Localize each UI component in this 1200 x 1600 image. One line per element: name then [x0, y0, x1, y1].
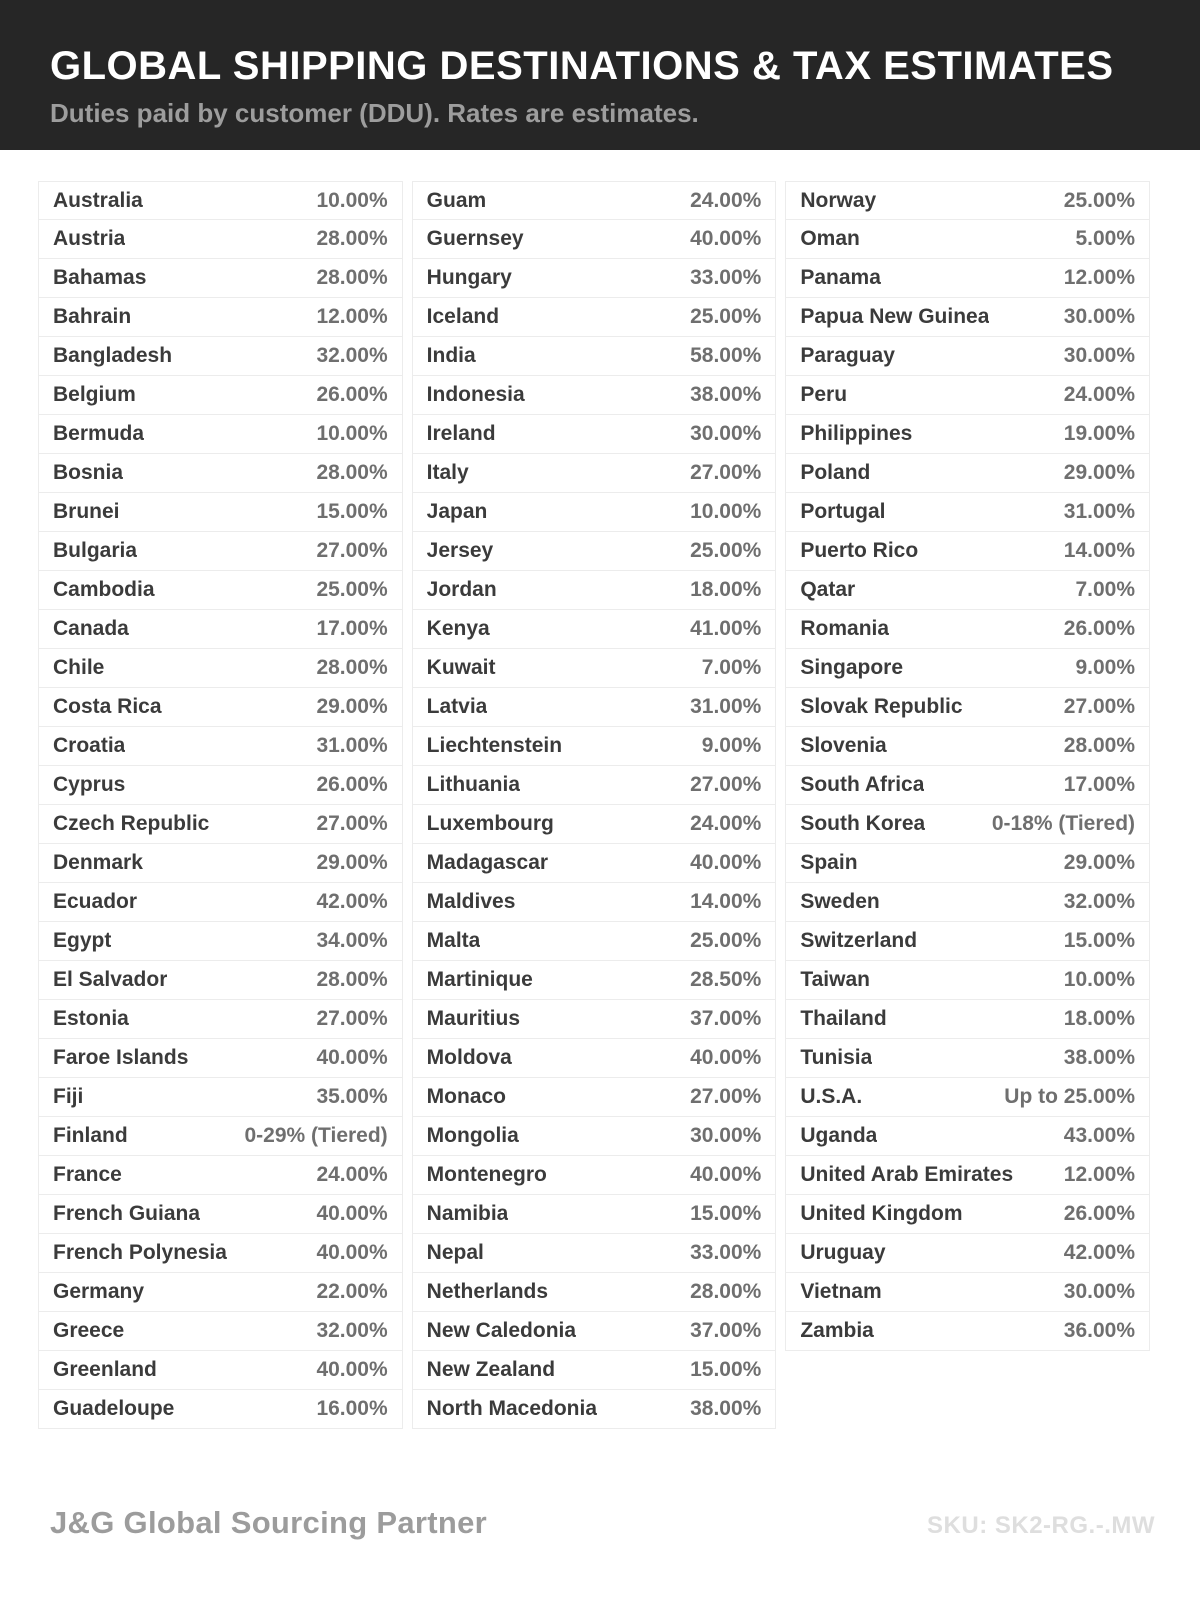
table-row: [38, 1234, 403, 1273]
table-row: [38, 766, 403, 805]
table-row: [412, 1273, 777, 1312]
country-name: Mongolia: [426, 1124, 519, 1147]
country-name: Namibia: [426, 1202, 509, 1225]
table-row: [412, 727, 777, 766]
tax-rate: 28.00%: [316, 656, 388, 679]
tax-rate: 37.00%: [690, 1319, 762, 1342]
table-row: [38, 181, 403, 220]
tax-rate: 14.00%: [1063, 539, 1136, 562]
tax-rate: 15.00%: [1063, 929, 1136, 952]
tax-rate: 29.00%: [1063, 851, 1136, 874]
country-name: Portugal: [800, 500, 886, 523]
country-name: Malta: [426, 929, 481, 952]
tax-rate: 26.00%: [316, 773, 388, 796]
table-row: [412, 766, 777, 805]
country-name: Jordan: [426, 578, 497, 601]
table-row: [38, 1039, 403, 1078]
tax-rate: 28.50%: [690, 968, 762, 991]
tax-rate: 40.00%: [690, 1046, 762, 1069]
country-name: Mauritius: [426, 1007, 521, 1030]
country-name: Czech Republic: [53, 812, 210, 835]
table-row: [38, 649, 403, 688]
tax-rate: 0-29% (Tiered): [244, 1124, 388, 1147]
table-row: [38, 259, 403, 298]
table-row: [38, 415, 403, 454]
page-footer: [0, 1505, 1200, 1541]
tax-rate: 31.00%: [1063, 500, 1136, 523]
tax-rate: 40.00%: [316, 1358, 388, 1381]
table-row: [412, 610, 777, 649]
table-row: [785, 181, 1150, 220]
tax-rate: 30.00%: [690, 422, 762, 445]
country-name: Bahrain: [53, 305, 132, 328]
country-name: United Arab Emirates: [800, 1163, 1014, 1186]
table-row: [785, 1273, 1150, 1312]
country-name: Germany: [53, 1280, 145, 1303]
tax-rate: 15.00%: [316, 500, 388, 523]
table-row: [785, 415, 1150, 454]
tax-rate: 28.00%: [316, 968, 388, 991]
table-row: [412, 1078, 777, 1117]
country-name: Sweden: [800, 890, 880, 913]
country-name: New Zealand: [426, 1358, 556, 1381]
table-row: [785, 1039, 1150, 1078]
table-row: [38, 1390, 403, 1429]
tax-rate: 38.00%: [690, 1397, 762, 1420]
tax-rate: 28.00%: [316, 227, 388, 250]
country-name: Norway: [800, 188, 877, 212]
table-row: [38, 1195, 403, 1234]
tax-rate: 27.00%: [690, 461, 762, 484]
table-row: [412, 571, 777, 610]
tax-rate: 40.00%: [316, 1202, 388, 1225]
table-row: [38, 1351, 403, 1390]
tax-rate: 40.00%: [316, 1046, 388, 1069]
tax-rate: 27.00%: [690, 773, 762, 796]
tax-rate: 40.00%: [690, 1163, 762, 1186]
table-row: [785, 688, 1150, 727]
country-name: Bulgaria: [53, 539, 138, 562]
country-name: Ecuador: [53, 890, 138, 913]
country-name: Monaco: [426, 1085, 507, 1108]
country-name: Kenya: [426, 617, 490, 640]
country-name: Moldova: [426, 1046, 512, 1069]
tax-rate: Up to 25.00%: [1004, 1085, 1136, 1108]
table-row: [412, 883, 777, 922]
table-row: [412, 1117, 777, 1156]
country-name: Bahamas: [53, 266, 147, 289]
tax-rate: 40.00%: [690, 227, 762, 250]
tax-rate: 24.00%: [316, 1163, 388, 1186]
country-name: Egypt: [53, 929, 112, 952]
table-row: [785, 220, 1150, 259]
country-name: U.S.A.: [800, 1085, 863, 1108]
table-row: [38, 337, 403, 376]
table-row: [785, 805, 1150, 844]
tax-rate: 42.00%: [1063, 1241, 1136, 1264]
table-row: [412, 454, 777, 493]
table-row: [38, 532, 403, 571]
tax-rate: 40.00%: [690, 851, 762, 874]
table-row: [38, 1273, 403, 1312]
country-name: Spain: [800, 851, 858, 874]
table-row: [412, 1390, 777, 1429]
table-row: [38, 727, 403, 766]
tax-rate: 25.00%: [316, 578, 388, 601]
country-name: Ireland: [426, 422, 496, 445]
country-name: South Korea: [800, 812, 926, 835]
table-row: [38, 493, 403, 532]
tax-rate: 24.00%: [690, 188, 762, 212]
country-name: Martinique: [426, 968, 533, 991]
tax-rate: 26.00%: [316, 383, 388, 406]
tax-rate: 25.00%: [690, 305, 762, 328]
tax-rate: 42.00%: [316, 890, 388, 913]
country-name: Canada: [53, 617, 129, 640]
country-name: Panama: [800, 266, 881, 289]
country-name: France: [53, 1163, 122, 1186]
country-name: Indonesia: [426, 383, 525, 406]
tax-rate: 28.00%: [690, 1280, 762, 1303]
table-row: [412, 376, 777, 415]
tax-rate: 10.00%: [690, 500, 762, 523]
table-row: [38, 610, 403, 649]
table-row: [412, 181, 777, 220]
country-name: Lithuania: [426, 773, 521, 796]
table-row: [785, 922, 1150, 961]
tax-rate: 28.00%: [316, 461, 388, 484]
country-name: Tunisia: [800, 1046, 873, 1069]
table-row: [38, 844, 403, 883]
tax-rate: 10.00%: [316, 422, 388, 445]
tax-rate: 25.00%: [690, 929, 762, 952]
table-row: [38, 1000, 403, 1039]
tax-rate: 24.00%: [690, 812, 762, 835]
table-row: [412, 688, 777, 727]
tax-rate: 25.00%: [690, 539, 762, 562]
tax-rate: 41.00%: [690, 617, 762, 640]
tax-rate: 7.00%: [1075, 578, 1136, 601]
country-name: United Kingdom: [800, 1202, 963, 1225]
table-row: [412, 1351, 777, 1390]
table-row: [412, 649, 777, 688]
country-name: Austria: [53, 227, 126, 250]
table-row: [785, 1078, 1150, 1117]
tax-rate: 31.00%: [316, 734, 388, 757]
country-name: Japan: [426, 500, 488, 523]
country-name: French Polynesia: [53, 1241, 227, 1264]
tax-rate: 32.00%: [316, 1319, 388, 1342]
table-row: [785, 1156, 1150, 1195]
country-name: Iceland: [426, 305, 500, 328]
tax-rate: 29.00%: [316, 695, 388, 718]
brand-name: J&G Global Sourcing Partner: [50, 1505, 488, 1540]
table-row: [38, 961, 403, 1000]
table-row: [38, 220, 403, 259]
tax-rate: 18.00%: [1063, 1007, 1136, 1030]
tax-rate: 9.00%: [1075, 656, 1136, 679]
table-row: [38, 688, 403, 727]
table-row: [412, 844, 777, 883]
table-row: [412, 532, 777, 571]
tax-rate: 30.00%: [1063, 1280, 1136, 1303]
table-row: [412, 1156, 777, 1195]
country-name: Greenland: [53, 1358, 157, 1381]
country-name: Qatar: [800, 578, 856, 601]
country-name: Uganda: [800, 1124, 878, 1147]
country-name: Jersey: [426, 539, 494, 562]
country-name: Bangladesh: [53, 344, 173, 367]
tax-rate: 25.00%: [1063, 188, 1136, 212]
tax-rate: 15.00%: [690, 1358, 762, 1381]
table-row: [412, 1039, 777, 1078]
country-name: Romania: [800, 617, 890, 640]
table-row: [412, 493, 777, 532]
table-row: [38, 454, 403, 493]
tax-rate: 9.00%: [701, 734, 762, 757]
tax-rate: 27.00%: [1063, 695, 1136, 718]
table-row: [785, 259, 1150, 298]
tax-rate: 33.00%: [690, 266, 762, 289]
tax-rate: 18.00%: [690, 578, 762, 601]
table-row: [412, 220, 777, 259]
country-name: Singapore: [800, 656, 904, 679]
tax-rate: 40.00%: [316, 1241, 388, 1264]
table-row: [412, 415, 777, 454]
country-name: New Caledonia: [426, 1319, 577, 1342]
country-name: Montenegro: [426, 1163, 547, 1186]
country-name: Paraguay: [800, 344, 895, 367]
table-row: [785, 337, 1150, 376]
tax-rate: 28.00%: [1063, 734, 1136, 757]
country-name: Vietnam: [800, 1280, 882, 1303]
table-row: [785, 844, 1150, 883]
tax-rate: 14.00%: [690, 890, 762, 913]
country-name: Guernsey: [426, 227, 524, 250]
country-name: Puerto Rico: [800, 539, 919, 562]
table-row: [38, 805, 403, 844]
country-name: Guadeloupe: [53, 1397, 175, 1420]
country-name: Hungary: [426, 266, 512, 289]
tax-rate: 22.00%: [316, 1280, 388, 1303]
table-row: [412, 1195, 777, 1234]
table-row: [785, 376, 1150, 415]
tax-rate: 12.00%: [1063, 1163, 1136, 1186]
table-row: [38, 1078, 403, 1117]
table-row: [785, 766, 1150, 805]
tax-rate: 34.00%: [316, 929, 388, 952]
tax-rate: 29.00%: [1063, 461, 1136, 484]
country-name: South Africa: [800, 773, 925, 796]
country-name: Nepal: [426, 1241, 484, 1264]
table-row: [785, 727, 1150, 766]
country-name: Guam: [426, 188, 487, 212]
tax-rate: 43.00%: [1063, 1124, 1136, 1147]
table-row: [38, 376, 403, 415]
table-row: [785, 1312, 1150, 1351]
tax-rate: 30.00%: [690, 1124, 762, 1147]
table-row: [785, 454, 1150, 493]
tax-rate: 24.00%: [1063, 383, 1136, 406]
table-row: [785, 1117, 1150, 1156]
tax-rate: 31.00%: [690, 695, 762, 718]
tax-rate: 58.00%: [690, 344, 762, 367]
country-name: Cambodia: [53, 578, 155, 601]
tax-rate: 26.00%: [1063, 617, 1136, 640]
table-row: [412, 1312, 777, 1351]
table-column-1: [38, 181, 403, 1429]
tax-rate: 27.00%: [316, 812, 388, 835]
table-row: [785, 298, 1150, 337]
table-row: [38, 1156, 403, 1195]
country-name: Latvia: [426, 695, 488, 718]
tax-rate: 12.00%: [316, 305, 388, 328]
country-name: Oman: [800, 227, 860, 250]
table-row: [38, 1117, 403, 1156]
tax-rate: 33.00%: [690, 1241, 762, 1264]
table-row: [412, 1234, 777, 1273]
table-row: [38, 1312, 403, 1351]
country-name: Zambia: [800, 1319, 874, 1342]
page-title: GLOBAL SHIPPING DESTINATIONS & TAX ESTIMATES: [50, 44, 1114, 88]
tax-rate: 7.00%: [701, 656, 762, 679]
tax-rate: 12.00%: [1063, 266, 1136, 289]
table-row: [38, 883, 403, 922]
country-name: Greece: [53, 1319, 125, 1342]
table-row: [785, 883, 1150, 922]
table-row: [785, 961, 1150, 1000]
table-row: [412, 805, 777, 844]
table-column-2: [412, 181, 777, 1429]
country-name: Brunei: [53, 500, 120, 523]
sku-label: SKU: SK2-RG.-.MW: [927, 1512, 1155, 1539]
country-name: Netherlands: [426, 1280, 549, 1303]
country-name: Maldives: [426, 890, 516, 913]
table-row: [785, 571, 1150, 610]
table-row: [785, 1234, 1150, 1273]
country-name: North Macedonia: [426, 1397, 598, 1420]
table-row: [412, 961, 777, 1000]
tax-rate: 38.00%: [1063, 1046, 1136, 1069]
page-subtitle: Duties paid by customer (DDU). Rates are estimates.: [50, 98, 699, 128]
tax-rate: 36.00%: [1063, 1319, 1136, 1342]
country-name: Madagascar: [426, 851, 549, 874]
tax-rate: 15.00%: [690, 1202, 762, 1225]
country-name: Fiji: [53, 1085, 84, 1108]
tax-rate: 29.00%: [316, 851, 388, 874]
tax-rate: 37.00%: [690, 1007, 762, 1030]
tax-rate: 27.00%: [316, 1007, 388, 1030]
country-name: Chile: [53, 656, 105, 679]
table-row: [785, 1195, 1150, 1234]
tax-rate: 10.00%: [316, 188, 388, 212]
country-name: Slovenia: [800, 734, 887, 757]
tax-rate: 30.00%: [1063, 305, 1136, 328]
country-name: Bermuda: [53, 422, 145, 445]
country-name: Uruguay: [800, 1241, 886, 1264]
table-row: [412, 298, 777, 337]
table-row: [38, 571, 403, 610]
table-row: [785, 649, 1150, 688]
table-row: [412, 259, 777, 298]
country-name: Italy: [426, 461, 469, 484]
tax-rate: 16.00%: [316, 1397, 388, 1420]
country-name: Denmark: [53, 851, 143, 874]
country-name: Switzerland: [800, 929, 918, 952]
page-header: [0, 0, 1200, 150]
country-name: Kuwait: [426, 656, 496, 679]
country-name: Peru: [800, 383, 848, 406]
tax-rate: 28.00%: [316, 266, 388, 289]
table-row: [38, 922, 403, 961]
tax-rate: 10.00%: [1063, 968, 1136, 991]
country-name: French Guiana: [53, 1202, 201, 1225]
country-name: Faroe Islands: [53, 1046, 189, 1069]
country-name: Belgium: [53, 383, 136, 406]
tax-rate: 30.00%: [1063, 344, 1136, 367]
tax-rate: 5.00%: [1075, 227, 1136, 250]
tax-rate: 27.00%: [690, 1085, 762, 1108]
country-name: El Salvador: [53, 968, 168, 991]
country-name: Estonia: [53, 1007, 129, 1030]
table-row: [412, 922, 777, 961]
tax-rate: 35.00%: [316, 1085, 388, 1108]
country-name: Taiwan: [800, 968, 870, 991]
tax-rate: 26.00%: [1063, 1202, 1136, 1225]
tax-rate: 17.00%: [316, 617, 388, 640]
country-name: Liechtenstein: [426, 734, 563, 757]
country-name: Thailand: [800, 1007, 887, 1030]
country-name: India: [426, 344, 476, 367]
tax-rate: 0-18% (Tiered): [991, 812, 1136, 835]
tax-rate: 17.00%: [1063, 773, 1136, 796]
table-row: [412, 337, 777, 376]
country-name: Philippines: [800, 422, 913, 445]
tax-rate-table: [0, 150, 1200, 1429]
table-column-3: [785, 181, 1150, 1351]
tax-rate: 32.00%: [1063, 890, 1136, 913]
country-name: Australia: [53, 188, 143, 212]
tax-rate: 38.00%: [690, 383, 762, 406]
country-name: Poland: [800, 461, 871, 484]
tax-rate: 27.00%: [316, 539, 388, 562]
country-name: Finland: [53, 1124, 128, 1147]
table-row: [412, 1000, 777, 1039]
country-name: Croatia: [53, 734, 126, 757]
country-name: Cyprus: [53, 773, 126, 796]
table-row: [785, 532, 1150, 571]
country-name: Bosnia: [53, 461, 124, 484]
table-row: [785, 1000, 1150, 1039]
country-name: Luxembourg: [426, 812, 554, 835]
country-name: Slovak Republic: [800, 695, 963, 718]
table-row: [785, 610, 1150, 649]
table-row: [785, 493, 1150, 532]
tax-rate: 19.00%: [1063, 422, 1136, 445]
table-row: [38, 298, 403, 337]
tax-rate: 32.00%: [316, 344, 388, 367]
country-name: Costa Rica: [53, 695, 162, 718]
country-name: Papua New Guinea: [800, 305, 990, 328]
